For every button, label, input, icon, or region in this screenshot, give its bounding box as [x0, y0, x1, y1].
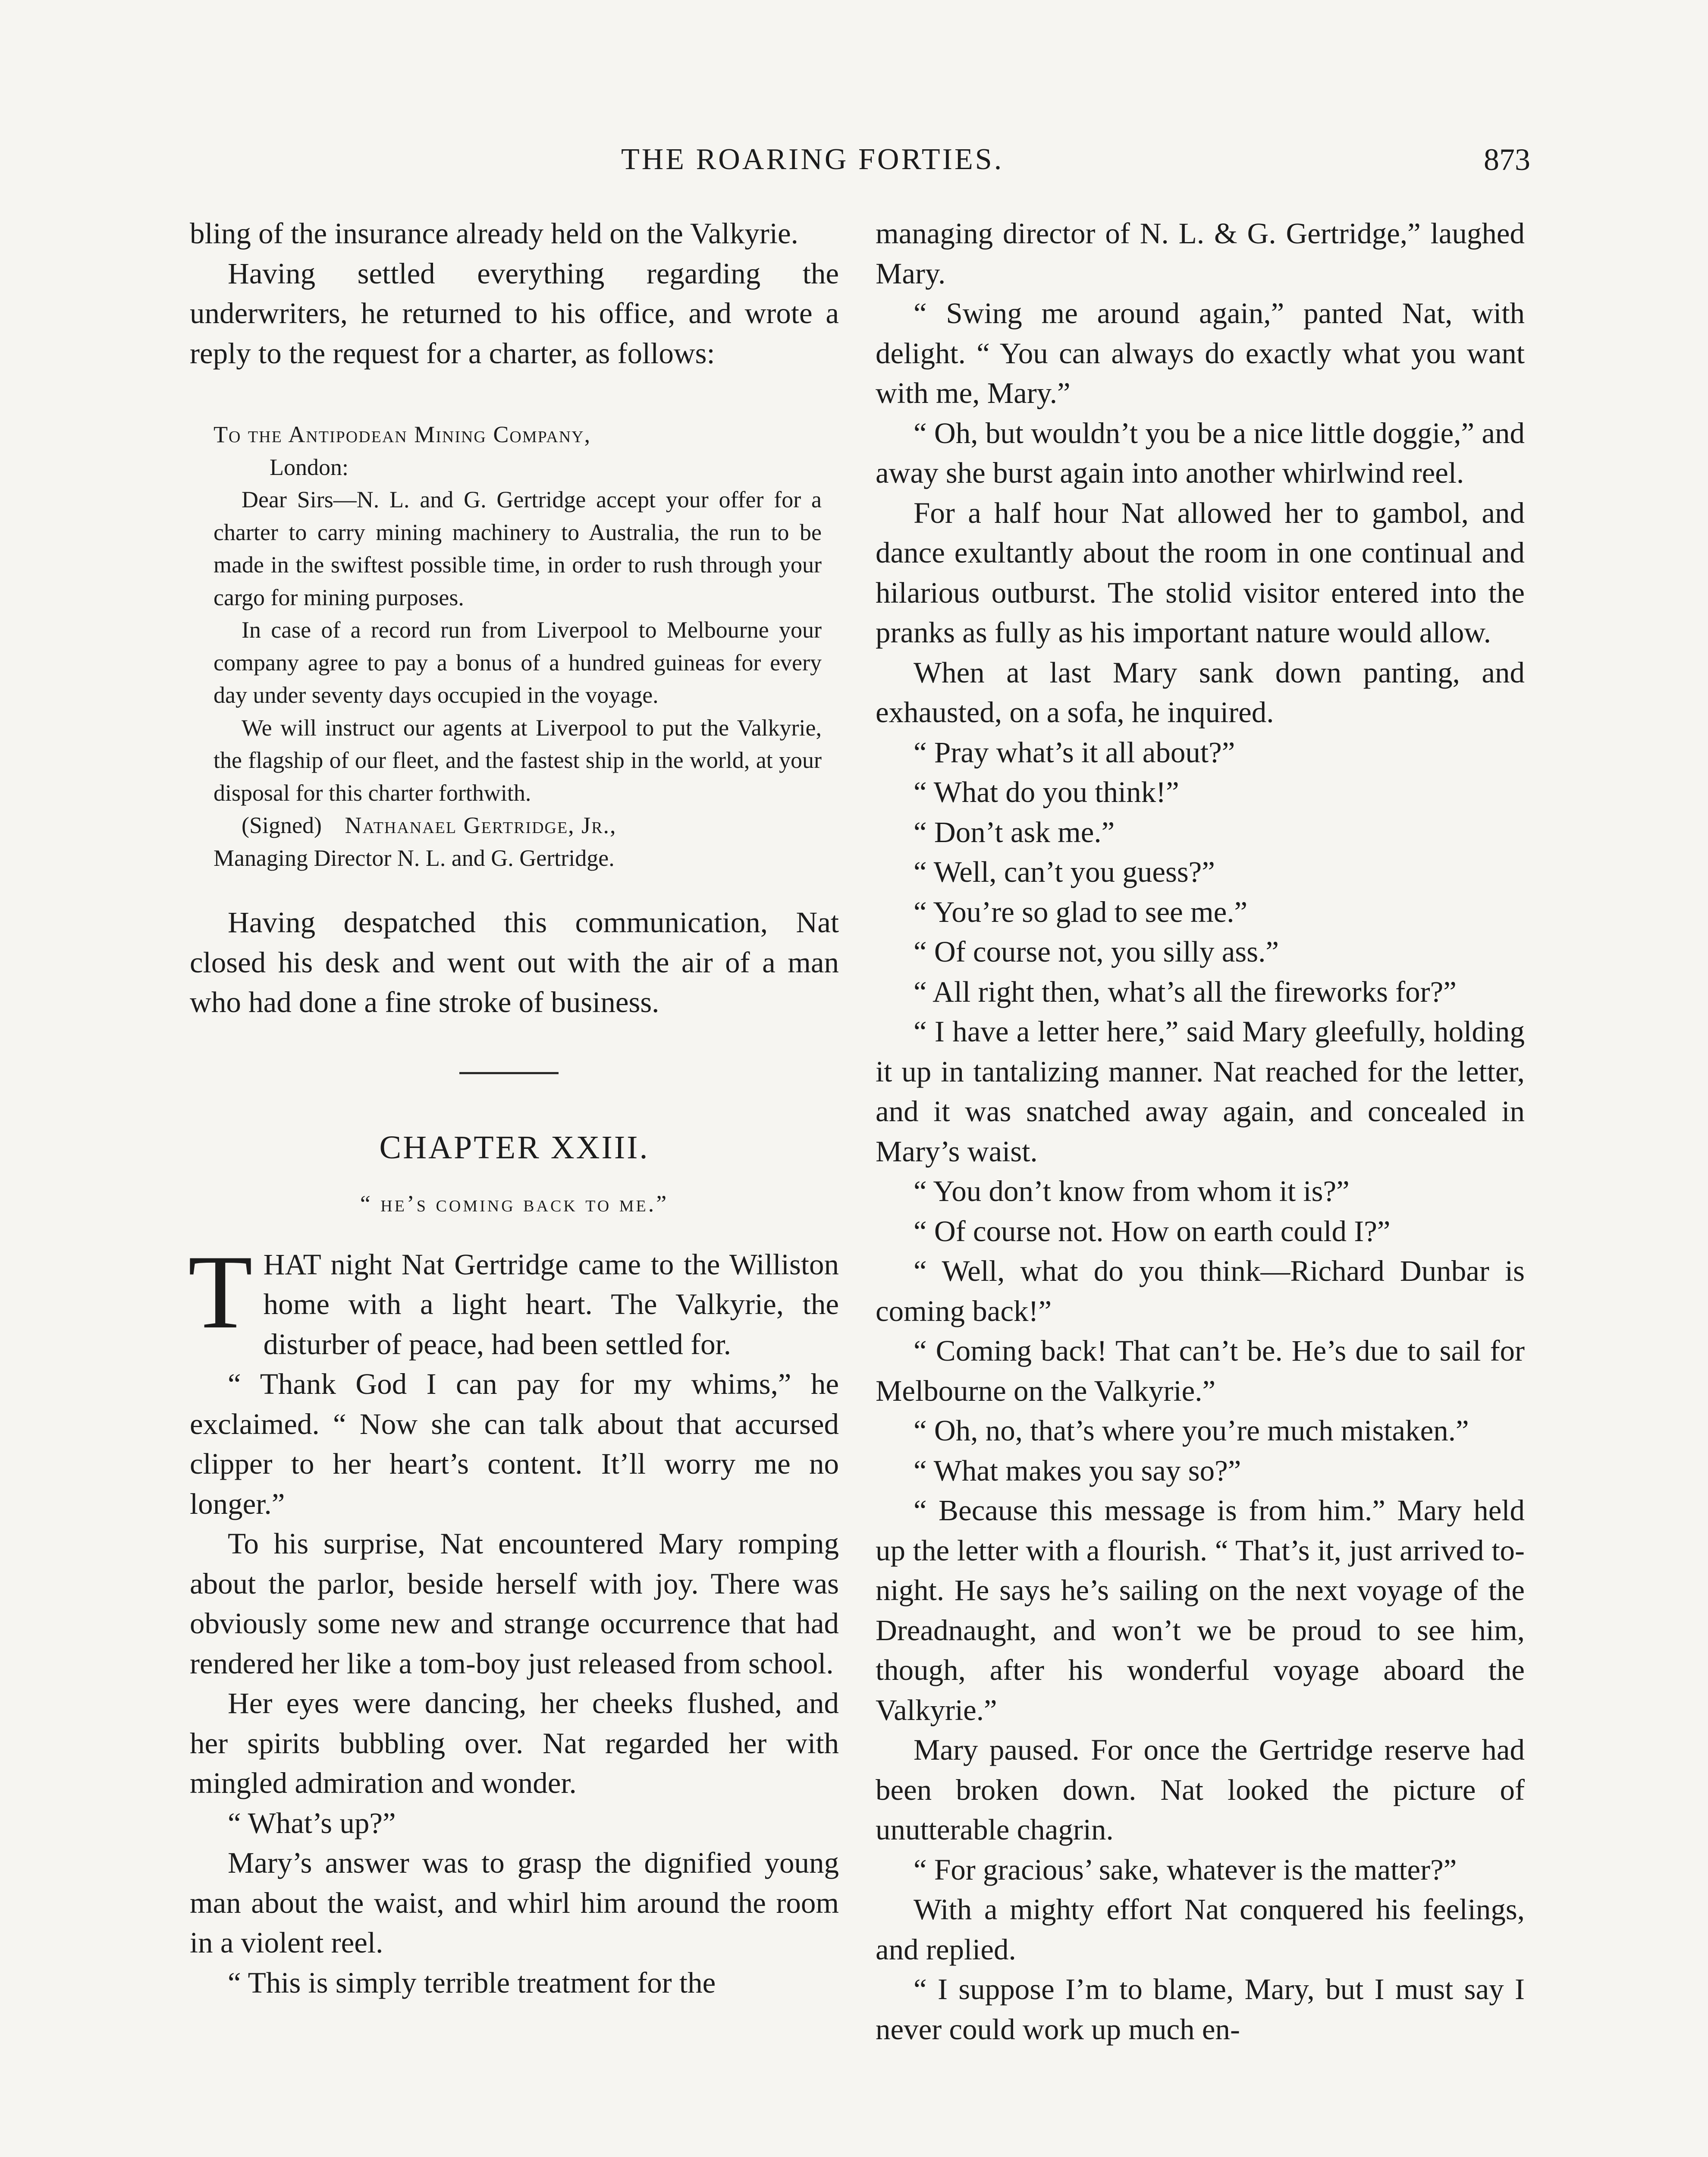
paragraph: “ Because this message is from him.” Mary held up the letter with a flourish. “ That’s it, just arrived to-night. He says he’s sailing on the next voyage of the Dreadnaught, and won’t we be proud to see him, though, after his wonderful voyage aboard the Valkyrie.”: [876, 1494, 1525, 1726]
paragraph: “ For gracious’ sake, whatever is the matter?”: [914, 1853, 1457, 1886]
paragraph: For a half hour Nat allowed her to gambol, and dance exultantly about the room in one continual and hilarious outburst. The stolid visitor entered into the pranks as fully as his important nature would allow.: [876, 496, 1525, 649]
letter-paragraph: Dear Sirs—N. L. and G. Gertridge accept your offer for a charter to carry mining machinery to Australia, the run to be made in the swiftest possible time, in order to rush through your cargo for mining purposes.: [214, 487, 822, 610]
paragraph: “ Pray what’s it all about?”: [914, 736, 1235, 769]
letter-to-prefix: To the: [214, 421, 283, 447]
paragraph: “ You don’t know from whom it is?”: [914, 1175, 1350, 1207]
page-number: 873: [1484, 142, 1530, 177]
paragraph: “ This is simply terrible treatment for the: [228, 1966, 716, 1999]
paragraph: “ Coming back! That can’t be. He’s due to sail for Melbourne on the Valkyrie.”: [876, 1334, 1525, 1407]
letter-city: London:: [270, 454, 349, 480]
running-title: THE ROARING FORTIES.: [621, 143, 1004, 176]
letter-addressee: [214, 418, 822, 451]
paragraph: “ I suppose I’m to blame, Mary, but I must say I never could work up much en-: [876, 1973, 1525, 2046]
paragraph: With a mighty effort Nat conquered his feelings, and replied.: [876, 1893, 1525, 1966]
paragraph: To his surprise, Nat encountered Mary romping about the parlor, beside herself with joy. There was obviously some new and strange occurrence that had rendered her like a tom-boy just released from school.: [190, 1527, 839, 1680]
drop-cap: T: [188, 1233, 253, 1350]
paragraph: Her eyes were dancing, her cheeks flushed, and her spirits bubbling over. Nat regarded her with mingled admiration and wonder.: [190, 1687, 839, 1799]
paragraph: “ Of course not. How on earth could I?”: [914, 1214, 1391, 1248]
paragraph: Having settled everything regarding the underwriters, he returned to his office, and wrote a reply to the request for a charter, as follows:: [190, 257, 839, 370]
section-divider: [459, 1072, 559, 1074]
paragraph: Mary’s answer was to grasp the dignified young man about the waist, and whirl him around the room in a violent reel.: [190, 1846, 839, 1959]
letter-signature: [214, 809, 822, 842]
paragraph: “ Oh, no, that’s where you’re much mistaken.”: [914, 1414, 1469, 1447]
opening-text: HAT night Nat Gertridge came to the Williston home with a light heart. The Valkyrie, the disturber of peace, had been settled for.: [263, 1248, 839, 1361]
chapter-heading: CHAPTER XXIII.: [379, 1129, 650, 1166]
paragraph: “ You’re so glad to see me.”: [914, 895, 1248, 928]
left-column: [190, 214, 839, 2003]
paragraph: “ What do you think!”: [914, 776, 1179, 808]
paragraph: “ I have a letter here,” said Mary gleefully, holding it up in tantalizing manner. Nat reached for the letter, and it was snatched away again, and concealed in Mary’s waist.: [876, 1015, 1525, 1168]
paragraph: “ What makes you say so?”: [914, 1454, 1241, 1487]
charter-letter: [214, 418, 822, 874]
paragraph: “ Well, what do you think—Richard Dunbar is coming back!”: [876, 1255, 1525, 1327]
chapter-opening-paragraph: [188, 1233, 839, 1365]
letter-company-name: Antipodean Mining Company,: [288, 421, 591, 447]
paragraph: “ Oh, but wouldn’t you be a nice little doggie,” and away she burst again into another whirlwind reel.: [876, 416, 1525, 489]
paragraph: “ Thank God I can pay for my whims,” he exclaimed. “ Now she can talk about that accursed clipper to her heart’s content. It’ll worry me no longer.”: [190, 1368, 839, 1520]
paragraph: “ Well, can’t you guess?”: [914, 855, 1215, 888]
chapter-subtitle: “ he’s coming back to me.”: [360, 1190, 669, 1217]
letter-paragraph: We will instruct our agents at Liverpool to put the Valkyrie, the flagship of our fleet, and the fastest ship in the world, at your disposal for this charter forthwith.: [214, 714, 822, 806]
paragraph: bling of the insurance already held on the Valkyrie.: [190, 217, 798, 250]
paragraph: When at last Mary sank down panting, and exhausted, on a sofa, he inquired.: [876, 656, 1525, 729]
paragraph: Mary paused. For once the Gertridge reserve had been broken down. Nat looked the picture of unutterable chagrin.: [876, 1733, 1525, 1846]
letter-paragraph: In case of a record run from Liverpool to Melbourne your company agree to pay a bonus of a hundred guineas for every day under seventy days occupied in the voyage.: [214, 617, 822, 708]
paragraph: managing director of N. L. & G. Gertridge,” laughed Mary.: [876, 217, 1525, 290]
paragraph: “ Swing me around again,” panted Nat, with delight. “ You can always do exactly what you want with me, Mary.”: [876, 297, 1525, 409]
signer-title: Managing Director N. L. and G. Gertridge.: [214, 845, 615, 871]
signed-label: (Signed): [242, 812, 322, 838]
paragraph: “ All right then, what’s all the fireworks for?”: [914, 975, 1457, 1008]
paragraph: “ Don’t ask me.”: [914, 815, 1115, 849]
signer-name: Nathanael Gertridge, Jr.,: [345, 812, 617, 838]
paragraph: “ Of course not, you silly ass.”: [914, 935, 1279, 968]
paragraph: Having despatched this communication, Nat closed his desk and went out with the air of a man who had done a fine stroke of business.: [190, 906, 839, 1019]
paragraph: “ What’s up?”: [228, 1806, 396, 1839]
right-column: [876, 214, 1525, 2049]
